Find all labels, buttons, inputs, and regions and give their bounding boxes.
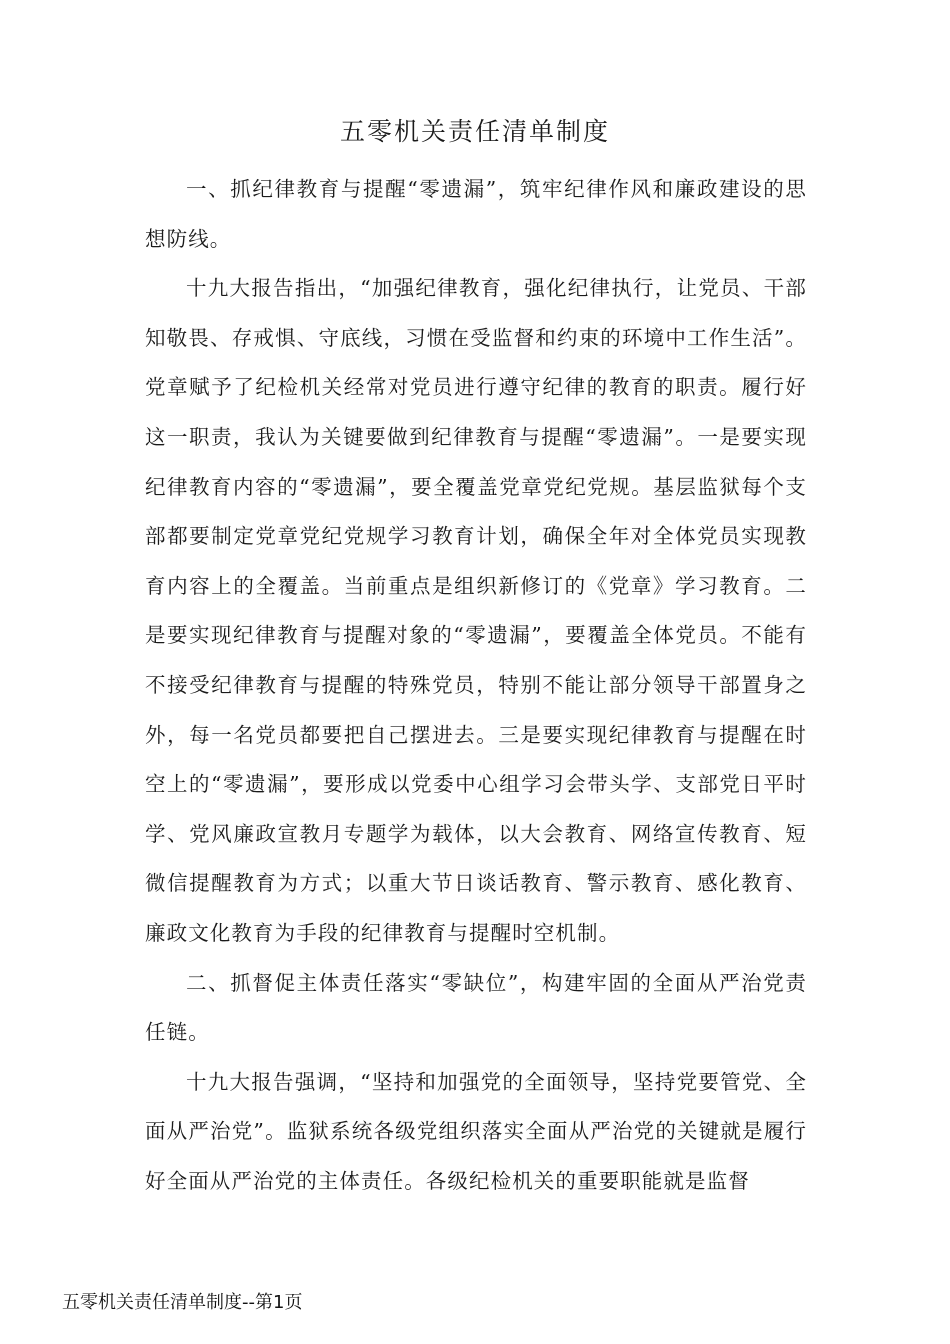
paragraph-section-two-body: 十九大报告强调，“坚持和加强党的全面领导，坚持党要管党、全面从严治党”。监狱系统各级党组织落实全面从严治党的关键就是履行好全面从严治党的主体责任。各级纪检机关的重要职能就是监督	[145, 1069, 807, 1193]
paragraph-section-one-body: 十九大报告指出，“加强纪律教育，强化纪律执行，让党员、干部知敬畏、存戒惧、守底线，习惯在受监督和约束的环境中工作生活”。党章赋予了纪检机关经常对党员进行遵守纪律的教育的职责。履行好这一职责，我认为关键要做到纪律教育与提醒“零遗漏”。一是要实现纪律教育内容的“零遗漏”，要全覆盖党章党纪党规。基层监狱每个支部都要制定党章党纪党规学习教育计划，确保全年对全体党员实现教育内容上的全覆盖。当前重点是组织新修订的《党章》学习教育。二是要实现纪律教育与提醒对象的“零遗漏”，要覆盖全体党员。不能有不接受纪律教育与提醒的特殊党员，特别不能让部分领导干部置身之外，每一名党员都要把自己摆进去。三是要实现纪律教育与提醒在时空上的“零遗漏”，要形成以党委中心组学习会带头学、支部党日平时学、党风廉政宣教月专题学为载体，以大会教育、网络宣传教育、短微信提醒教育为方式；以重大节日谈话教育、警示教育、感化教育、廉政文化教育为手段的纪律教育与提醒时空机制。	[145, 276, 807, 945]
document-title: 五零机关责任清单制度	[339, 117, 610, 146]
paragraph-section-two-heading: 二、抓督促主体责任落实“零缺位”，构建牢固的全面从严治党责任链。	[145, 970, 807, 1045]
paragraph-section-one-heading: 一、抓纪律教育与提醒“零遗漏”，筑牢纪律作风和廉政建设的思想防线。	[145, 177, 807, 251]
page-footer: 五零机关责任清单制度--第1页	[62, 1292, 303, 1313]
document-body	[145, 165, 807, 1206]
